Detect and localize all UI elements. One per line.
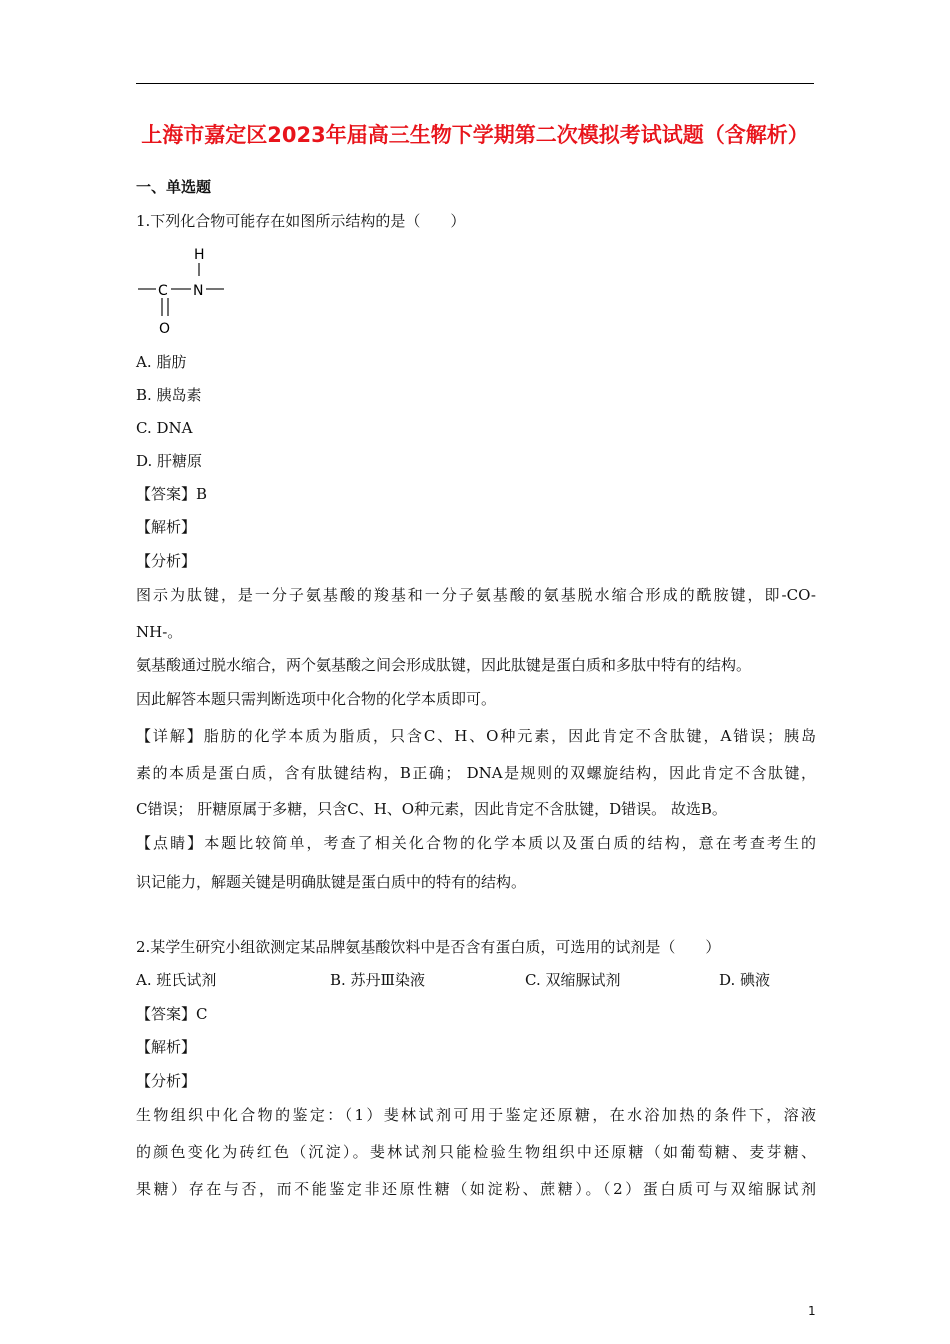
page-number: 1 [808, 1304, 816, 1318]
q2-option-b: B. 苏丹Ⅲ染液 [330, 971, 426, 989]
q1-option-d: D. 肝糖原 [136, 452, 203, 470]
q1-comment-line-1: 【点睛】本题比较简单，考查了相关化合物的化学本质以及蛋白质的结构，意在考查考生的 [136, 834, 816, 852]
atom-c: C [158, 283, 168, 299]
q2-option-d: D. 碘液 [719, 971, 771, 989]
question-1-stem: 1.下列化合物可能存在如图所示结构的是（ ） [136, 212, 466, 230]
q1-fenxi-line-4: 因此解答本题只需判断选项中化合物的化学本质即可。 [136, 690, 497, 708]
q1-fenxi-line-1: 图示为肽键，是一分子氨基酸的羧基和一分子氨基酸的氨基脱水缩合形成的酰胺键，即-CO- [136, 586, 816, 604]
q2-analysis-heading: 【解析】 [136, 1038, 197, 1056]
q2-fenxi-line-1: 生物组织中化合物的鉴定：（1）斐林试剂可用于鉴定还原糖，在水浴加热的条件下，溶液 [136, 1106, 816, 1124]
q2-option-c: C. 双缩脲试剂 [525, 971, 621, 989]
q1-detail-line-3: C错误； 肝糖原属于多糖，只含C、H、O种元素，因此肯定不含肽键，D错误。 故选B。 [136, 800, 727, 818]
header-rule [136, 83, 814, 84]
q1-fenxi-line-2: NH-。 [136, 623, 183, 641]
atom-h: H [194, 247, 205, 263]
question-2-stem: 2.某学生研究小组欲测定某品牌氨基酸饮料中是否含有蛋白质，可选用的试剂是（ ） [136, 938, 721, 956]
q1-detail-line-1: 【详解】脂肪的化学本质为脂质，只含C、H、O种元素，因此肯定不含肽键，A错误；胰岛 [136, 727, 816, 745]
q1-fenxi-line-3: 氨基酸通过脱水缩合，两个氨基酸之间会形成肽键，因此肽键是蛋白质和多肽中特有的结构。 [136, 656, 752, 674]
q2-fenxi-line-2: 的颜色变化为砖红色（沉淀）。斐林试剂只能检验生物组织中还原糖（如葡萄糖、麦芽糖、 [136, 1143, 816, 1161]
atom-o: O [159, 321, 171, 337]
q2-option-a: A. 班氏试剂 [136, 971, 217, 989]
q1-option-c: C. DNA [136, 419, 193, 437]
q1-option-b: B. 胰岛素 [136, 386, 202, 404]
section-heading: 一、单选题 [136, 178, 212, 196]
q1-option-a: A. 脂肪 [136, 353, 187, 371]
q2-fenxi-heading: 【分析】 [136, 1072, 197, 1090]
q2-fenxi-line-3: 果糖）存在与否，而不能鉴定非还原性糖（如淀粉、蔗糖）。（2）蛋白质可与双缩脲试剂 [136, 1180, 816, 1198]
q1-fenxi-heading: 【分析】 [136, 552, 197, 570]
q2-answer: 【答案】C [136, 1005, 208, 1023]
q1-analysis-heading: 【解析】 [136, 518, 197, 536]
peptide-bond-structure-diagram [136, 240, 236, 340]
q1-answer: 【答案】B [136, 485, 208, 503]
atom-n: N [193, 283, 204, 299]
q1-comment-line-2: 识记能力，解题关键是明确肽键是蛋白质中的特有的结构。 [136, 873, 527, 891]
document-title: 上海市嘉定区2023年届高三生物下学期第二次模拟考试试题（含解析） [141, 123, 809, 147]
q1-detail-line-2: 素的本质是蛋白质，含有肽键结构，B正确； DNA是规则的双螺旋结构，因此肯定不含肽键， [136, 764, 816, 782]
